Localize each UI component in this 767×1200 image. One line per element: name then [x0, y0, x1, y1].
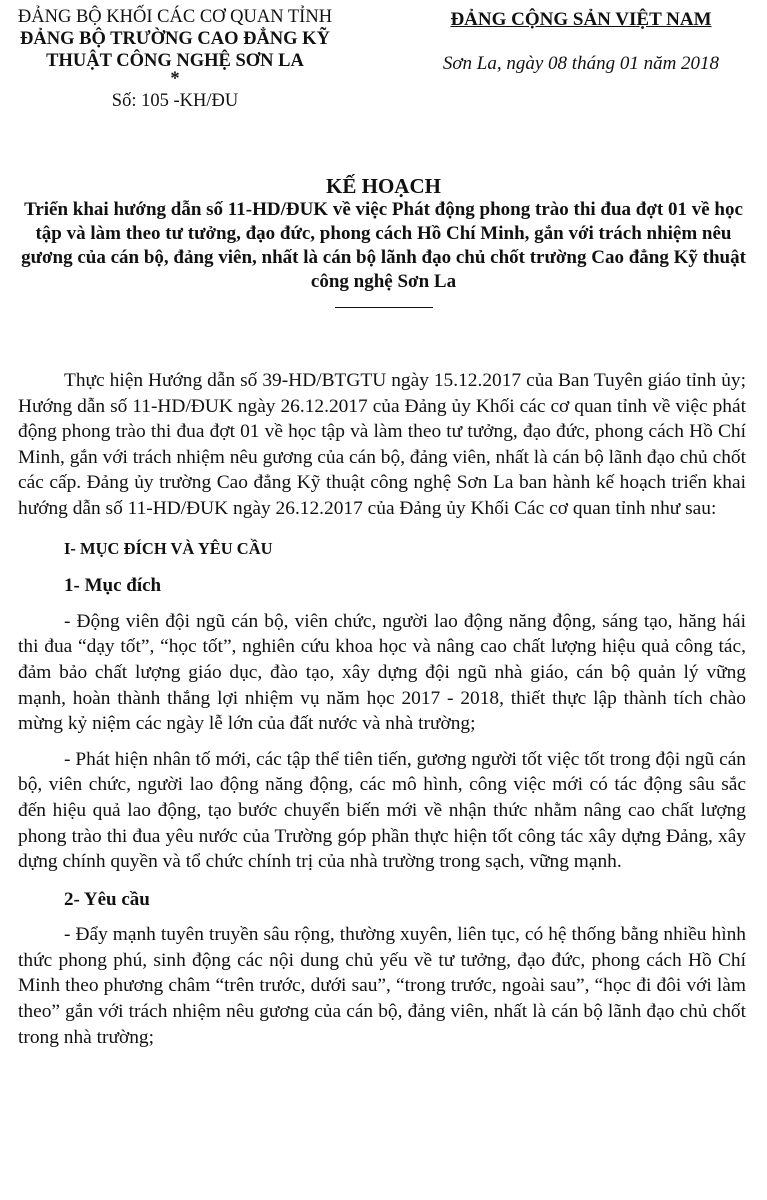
- document-title: KẾ HOẠCH: [326, 174, 441, 198]
- issuing-organization-block: [0, 6, 350, 112]
- title-divider: [335, 307, 433, 308]
- purpose-paragraph-1: - Động viên đội ngũ cán bộ, viên chức, người lao động năng động, sáng tạo, hăng hái thi đua “dạy tốt”, “học tốt”, nghiên cứu khoa học và nâng cao chất lượng hiệu quả công tác, đảm bảo chất lượng giáo dục, đào tạo, xây dựng đội ngũ nhà giáo, cán bộ quản lý vững mạnh, hoàn thành thắng lợi nhiệm vụ năm học 2017 - 2018, thiết thực lập thành tích chào mừng kỷ niệm các ngày lễ lớn của đất nước và nhà trường;: [18, 610, 746, 735]
- intro-paragraph: Thực hiện Hướng dẫn số 39-HD/BTGTU ngày 15.12.2017 của Ban Tuyên giáo tỉnh ủy; Hướng dẫn số 11-HD/ĐUK ngày 26.12.2017 của Đảng ủy Khối các cơ quan tỉnh về việc phát động phong trào thi đua đợt 01 về học tập và làm theo tư tưởng, đạo đức, phong cách Hồ Chí Minh, gắn với trách nhiệm nêu gương của cán bộ, đảng viên, nhất là cán bộ lãnh đạo chủ chốt các cấp. Đảng ủy trường Cao đẳng Kỹ thuật công nghệ Sơn La ban hành kế hoạch triển khai hướng dẫn số 11-HD/ĐUK ngày 26.12.2017 của Đảng ủy Khối Các cơ quan tỉnh như sau:: [18, 370, 746, 519]
- parent-organization: ĐẢNG BỘ KHỐI CÁC CƠ QUAN TỈNH: [17, 7, 333, 27]
- party-header-block: [400, 8, 762, 76]
- organization-name-line-1: ĐẢNG BỘ TRƯỜNG CAO ĐẲNG KỸ: [20, 29, 330, 49]
- purpose-paragraph-2: - Phát hiện nhân tố mới, các tập thể tiên tiến, gương người tốt việc tốt trong đội ngũ cán bộ, viên chức, người lao động năng động, các mô hình, công việc mới có tác động sâu sắc đến hiệu quả lao động, tạo bước chuyển biến mới về nhận thức nhằm nâng cao chất lượng phong trào thi đua yêu nước của Trường góp phần thực hiện tốt công tác xây dựng Đảng, xây dựng chính quyền và tổ chức chính trị của nhà trường trong sạch, vững mạnh.: [18, 748, 746, 873]
- party-name: ĐẢNG CỘNG SẢN VIỆT NAM: [450, 9, 712, 30]
- title-block: [0, 174, 767, 308]
- star-separator: *: [170, 69, 180, 89]
- section-heading: I- MỤC ĐÍCH VÀ YÊU CẦU: [64, 538, 273, 558]
- subsection-heading-requirements: 2- Yêu cầu: [64, 888, 150, 910]
- subsection-heading-purpose: 1- Mục đích: [64, 575, 162, 597]
- document-body: [18, 368, 746, 1050]
- requirement-paragraph-1: - Đẩy mạnh tuyên truyền sâu rộng, thường xuyên, liên tục, có hệ thống bằng nhiều hình thức phong phú, sinh động các nội dung chủ yếu về tư tưởng, đạo đức, phong cách Hồ Chí Minh theo phương châm “trên trước, dưới sau”, “trong trước, ngoài sau”, “học đi đôi với làm theo” gắn với trách nhiệm nêu gương của cán bộ, đảng viên, nhất là cán bộ lãnh đạo chủ chốt trong nhà trường;: [18, 924, 746, 1048]
- organization-name-line-2: THUẬT CÔNG NGHỆ SƠN LA: [46, 51, 304, 71]
- document-number: Số: 105 -KH/ĐU: [111, 91, 239, 111]
- document-date: Sơn La, ngày 08 tháng 01 năm 2018: [442, 53, 720, 74]
- document-subtitle: Triển khai hướng dẫn số 11-HD/ĐUK về việc Phát động phong trào thi đua đợt 01 về học tập và làm theo tư tưởng, đạo đức, phong cách Hồ Chí Minh, gắn với trách nhiệm nêu gương của cán bộ, đảng viên, nhất là cán bộ lãnh đạo chủ chốt trường Cao đẳng Kỹ thuật công nghệ Sơn La: [21, 199, 746, 292]
